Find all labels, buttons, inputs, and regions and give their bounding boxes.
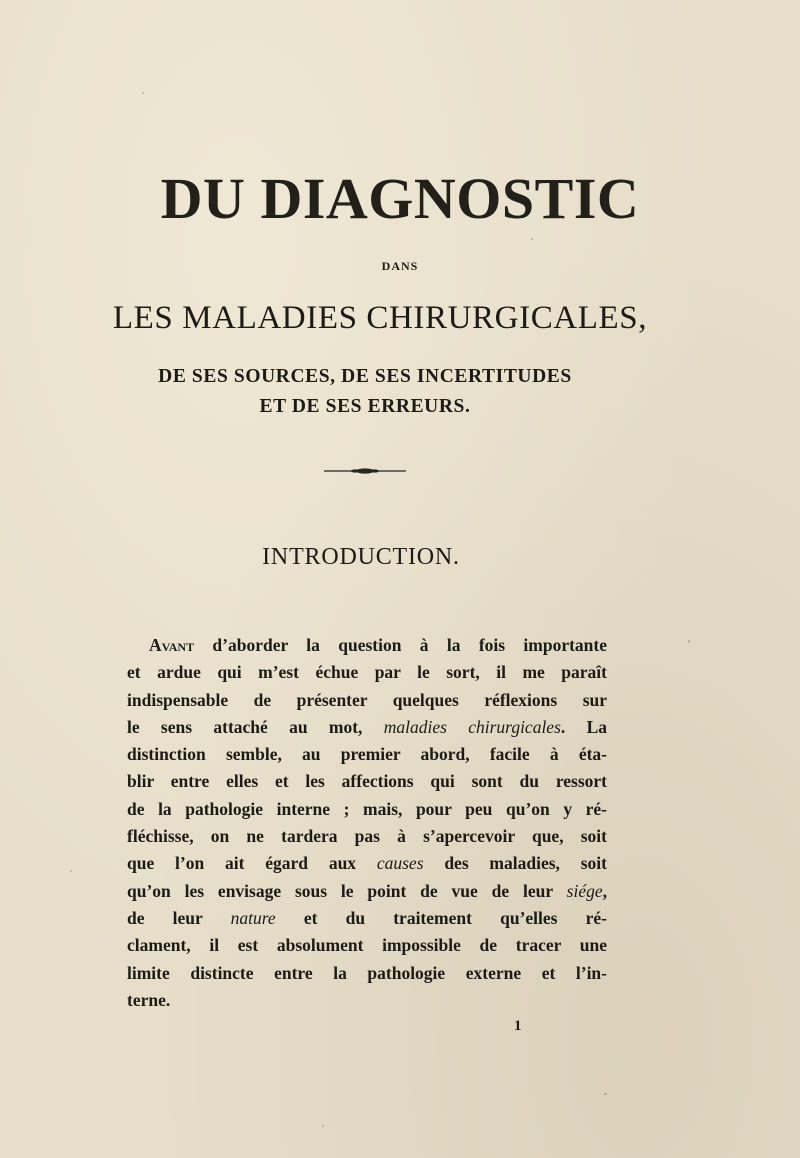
subtitle-line-2: ET DE SES ERREURS. bbox=[259, 396, 471, 417]
line-text: de leur bbox=[127, 907, 231, 928]
text-line: clament, il est absolument impossible de tracer une bbox=[127, 935, 607, 956]
body-paragraph bbox=[127, 632, 607, 1014]
text-line: limite distincte entre la pathologie externe et l’in- bbox=[127, 962, 607, 983]
line-text: que l’on ait égard aux bbox=[127, 853, 377, 874]
paper-speck bbox=[604, 1093, 607, 1095]
paper-speck bbox=[322, 1125, 324, 1127]
line-text: , bbox=[602, 880, 607, 901]
page-number: 1 bbox=[514, 1018, 522, 1034]
text-line bbox=[127, 850, 607, 877]
line-text: qu’on les envisage sous le point de vue de leur bbox=[127, 880, 567, 901]
italic-term: siége bbox=[566, 880, 603, 901]
text-line: distinction semble, au premier abord, facile à éta- bbox=[127, 744, 607, 765]
paper-speck bbox=[688, 640, 690, 643]
text-line: de la pathologie interne ; mais, pour peu qu’on y ré- bbox=[127, 798, 607, 819]
line-text: et du traitement qu’elles ré- bbox=[275, 907, 607, 928]
subtitle-line-1: DE SES SOURCES, DE SES INCERTITUDES bbox=[158, 366, 572, 387]
title-connector: DANS bbox=[381, 259, 419, 273]
text-line bbox=[127, 905, 607, 932]
text-line bbox=[127, 714, 607, 741]
line-text: . La bbox=[560, 716, 607, 737]
line-text: des maladies, soit bbox=[423, 853, 607, 874]
paper-speck bbox=[142, 92, 144, 94]
line-text: le sens attaché au mot, bbox=[127, 716, 384, 737]
text-line bbox=[127, 632, 607, 659]
text-line: terne. bbox=[127, 989, 171, 1010]
paper-speck bbox=[70, 870, 72, 872]
page-title: DU DIAGNOSTIC bbox=[160, 166, 640, 231]
italic-term: causes bbox=[376, 853, 424, 874]
line-text: d’aborder la question à la fois importante bbox=[194, 635, 607, 655]
italic-term: maladies chirurgicales bbox=[383, 716, 561, 737]
drop-word: Avant bbox=[149, 635, 195, 655]
section-heading: INTRODUCTION. bbox=[262, 544, 460, 570]
subtitle: LES MALADIES CHIRURGICALES, bbox=[112, 300, 648, 336]
paper-speck bbox=[531, 238, 533, 240]
ornament-rule-icon bbox=[322, 465, 408, 477]
text-line: et ardue qui m’est échue par le sort, il me paraît bbox=[127, 662, 607, 683]
text-line: blir entre elles et les affections qui sont du ressort bbox=[127, 771, 607, 792]
italic-term: nature bbox=[230, 907, 276, 928]
text-line: fléchisse, on ne tardera pas à s’apercevoir que, soit bbox=[127, 826, 607, 847]
text-line bbox=[127, 878, 607, 905]
text-line: indispensable de présenter quelques réflexions sur bbox=[127, 689, 607, 710]
